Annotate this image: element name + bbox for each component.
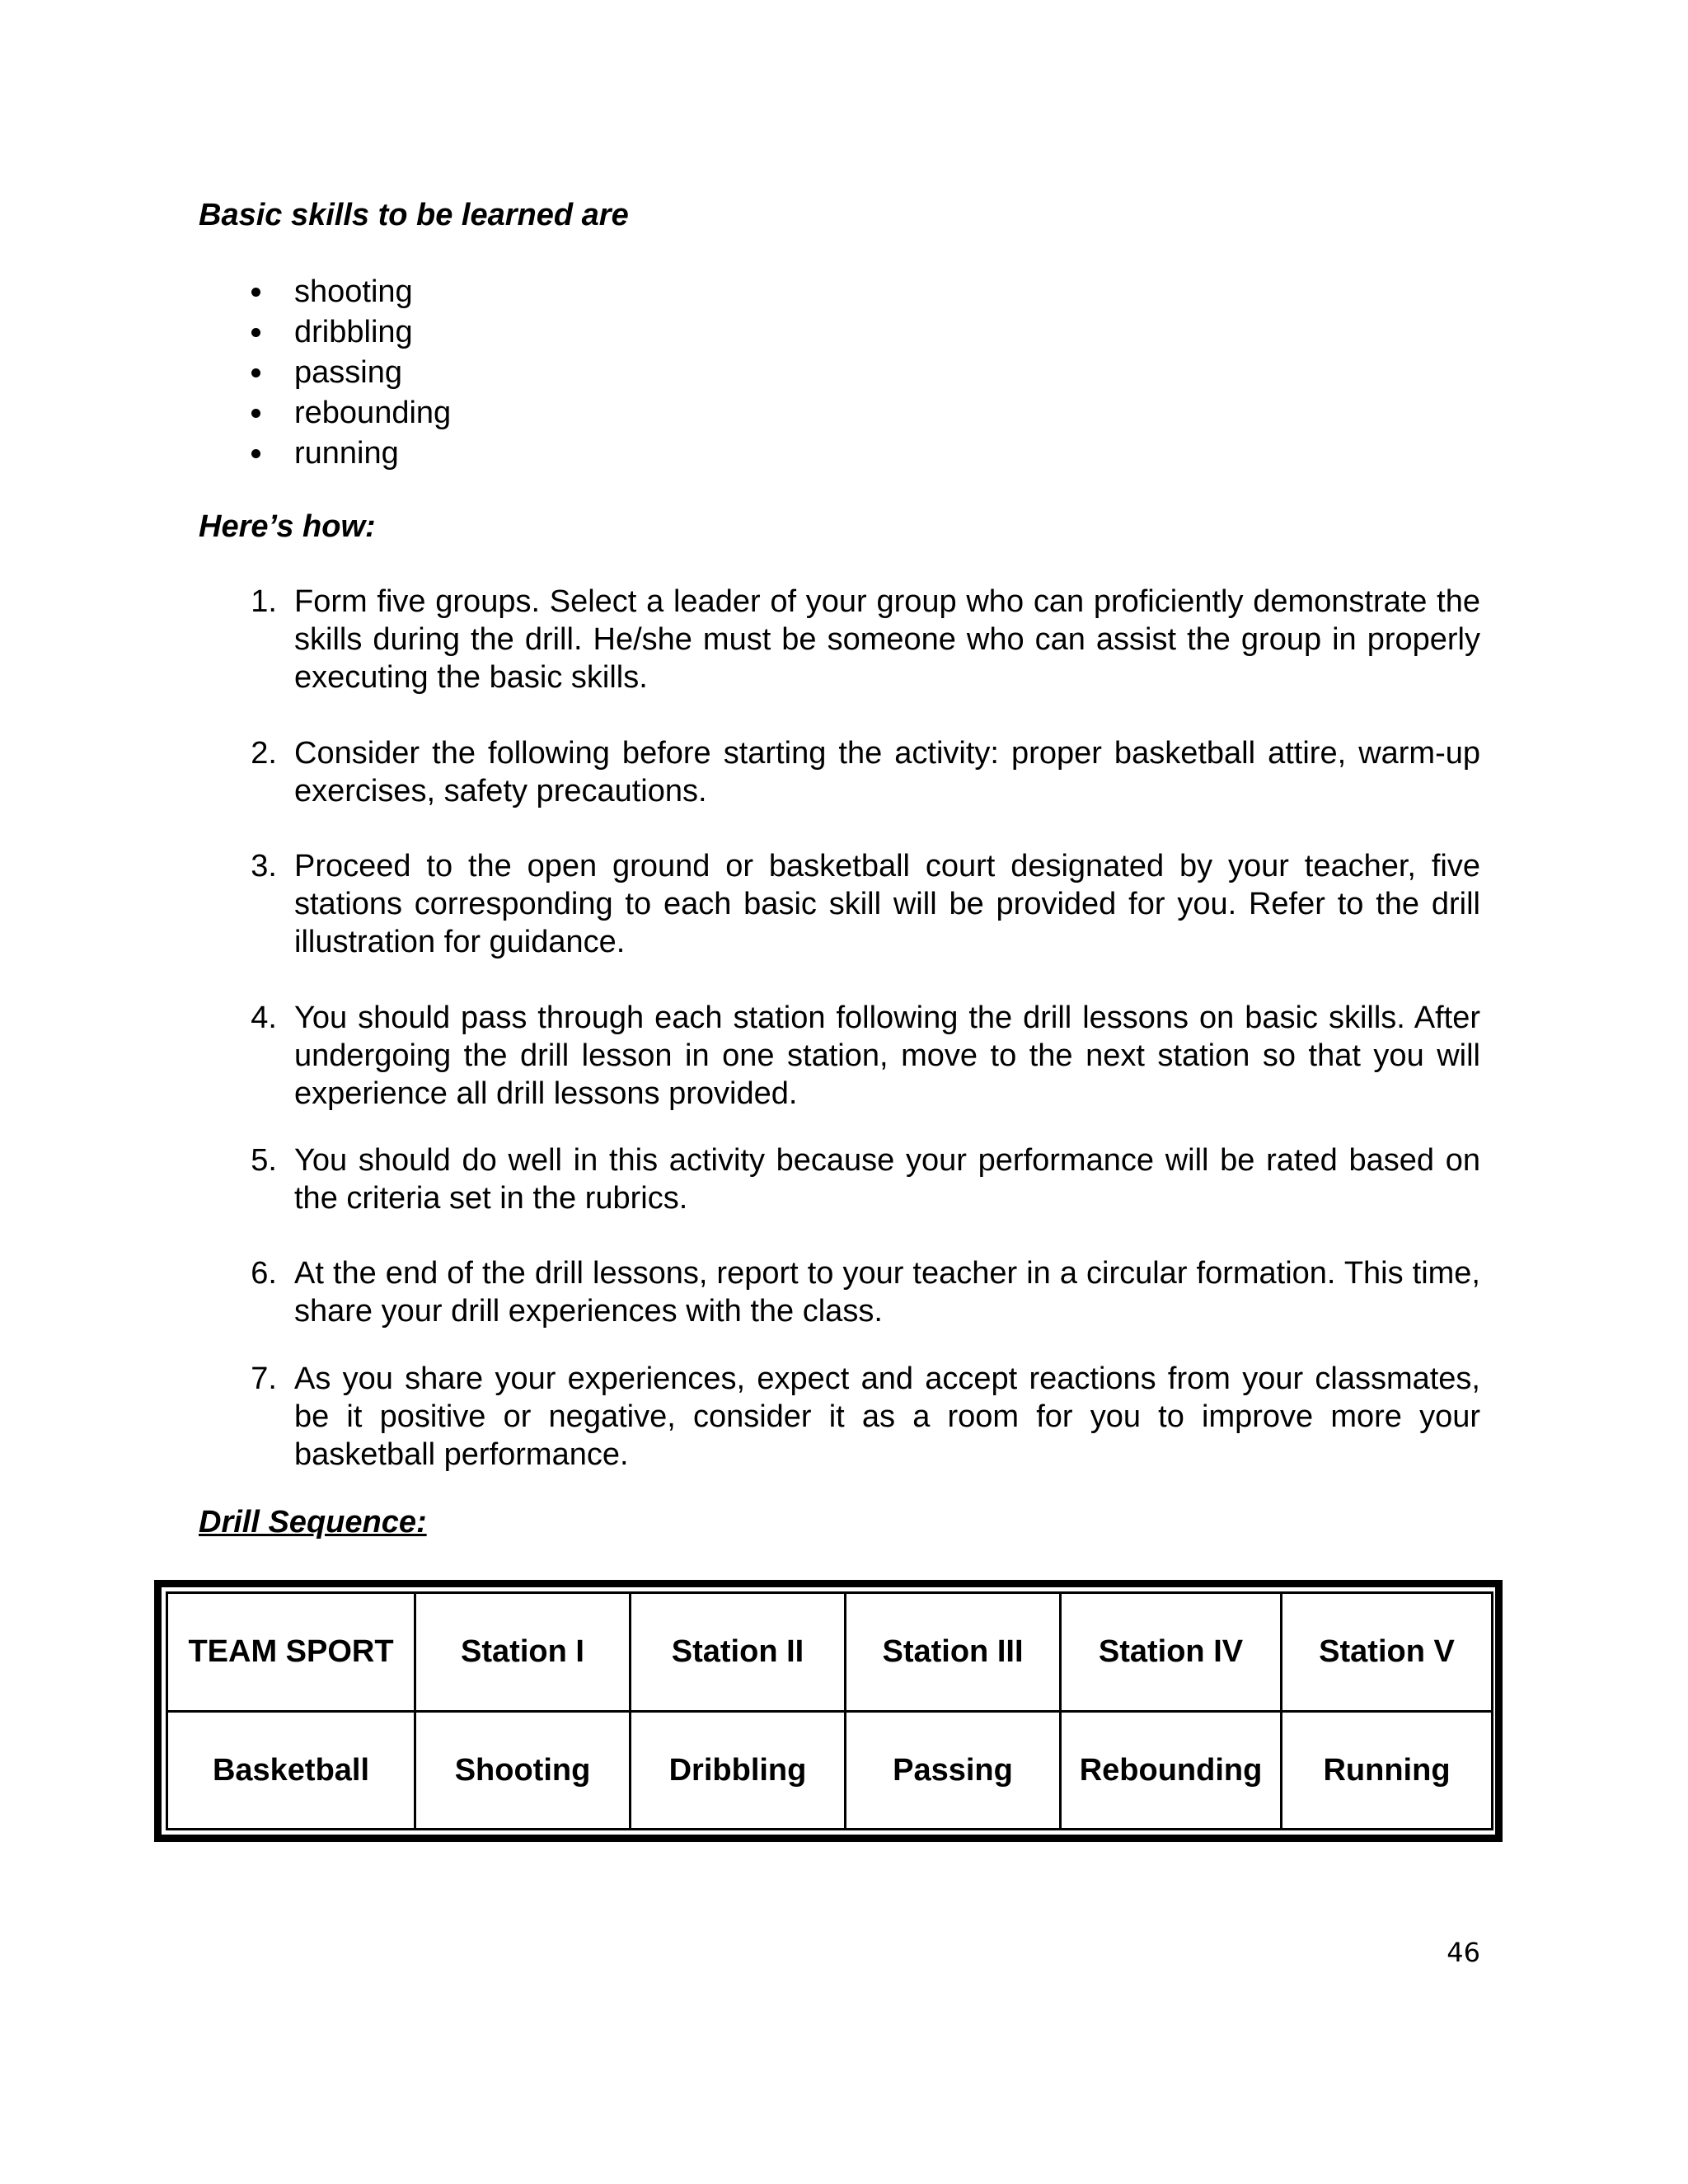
- step-number: 1.: [251, 584, 277, 619]
- step-number: 4.: [251, 1001, 277, 1035]
- step-item: [239, 583, 1480, 696]
- bullet-icon: [251, 328, 260, 337]
- step-text: You should pass through each station following the drill lessons on basic skills. After undergoing the drill lesson in one station, move to the next station so that you will experience all drill lessons provided.: [294, 1001, 1480, 1111]
- step-text: Consider the following before starting the activity: proper basketball attire, warm-up exercises, safety precautions.: [294, 736, 1480, 808]
- table-row: [167, 1711, 1493, 1830]
- step-number: 5.: [251, 1143, 277, 1178]
- step-item: [239, 1360, 1480, 1474]
- table-cell: Station IV: [1061, 1593, 1282, 1712]
- table-header-row: [167, 1593, 1493, 1712]
- step-text: Proceed to the open ground or basketball court designated by your teacher, five stations corresponding to each basic skill will be provided for you. Refer to the drill illustration for guidance.: [294, 849, 1480, 959]
- step-text: Form five groups. Select a leader of your group who can proficiently demonstrate the skills during the drill. He/she must be someone who can assist the group in properly executing the basic skills.: [294, 584, 1480, 695]
- bullet-icon: [251, 368, 260, 377]
- bullet-icon: [251, 449, 260, 458]
- drill-sequence-heading: Drill Sequence:: [199, 1505, 427, 1540]
- list-item: dribbling: [199, 312, 451, 353]
- list-item: shooting: [199, 272, 451, 312]
- step-item: [239, 847, 1480, 961]
- table-cell: Station III: [846, 1593, 1061, 1712]
- table-cell: Station II: [631, 1593, 846, 1712]
- step-item: [239, 1141, 1480, 1217]
- bullet-icon: [251, 409, 260, 418]
- table-cell: Dribbling: [631, 1711, 846, 1830]
- step-number: 2.: [251, 736, 277, 771]
- list-item: rebounding: [199, 393, 451, 434]
- table-cell: Passing: [846, 1711, 1061, 1830]
- how-heading: Here’s how:: [199, 509, 376, 544]
- table-cell: Basketball: [167, 1711, 415, 1830]
- step-text: As you share your experiences, expect and accept reactions from your classmates, be it positive or negative, consider it as a room for you to improve more your basketball performance.: [294, 1361, 1480, 1472]
- step-text: You should do well in this activity because your performance will be rated based on the criteria set in the rubrics.: [294, 1143, 1480, 1216]
- skills-heading: Basic skills to be learned are: [199, 198, 629, 232]
- table-cell: Running: [1282, 1711, 1493, 1830]
- table-cell: Station I: [415, 1593, 631, 1712]
- step-item: [239, 734, 1480, 810]
- list-item: running: [199, 434, 451, 474]
- step-item: [239, 999, 1480, 1113]
- step-number: 6.: [251, 1256, 277, 1291]
- table-cell: Station V: [1282, 1593, 1493, 1712]
- list-item: passing: [199, 353, 451, 393]
- table-cell: Shooting: [415, 1711, 631, 1830]
- step-item: [239, 1254, 1480, 1330]
- step-number: 7.: [251, 1361, 277, 1396]
- table-cell: TEAM SPORT: [167, 1593, 415, 1712]
- step-text: At the end of the drill lessons, report to your teacher in a circular formation. This time, share your drill experiences with the class.: [294, 1256, 1480, 1329]
- drill-sequence-table: [154, 1580, 1503, 1842]
- page-number: 46: [1447, 1937, 1480, 1968]
- bullet-icon: [251, 288, 260, 297]
- step-number: 3.: [251, 849, 277, 883]
- table-cell: Rebounding: [1061, 1711, 1282, 1830]
- skills-list: [199, 272, 451, 474]
